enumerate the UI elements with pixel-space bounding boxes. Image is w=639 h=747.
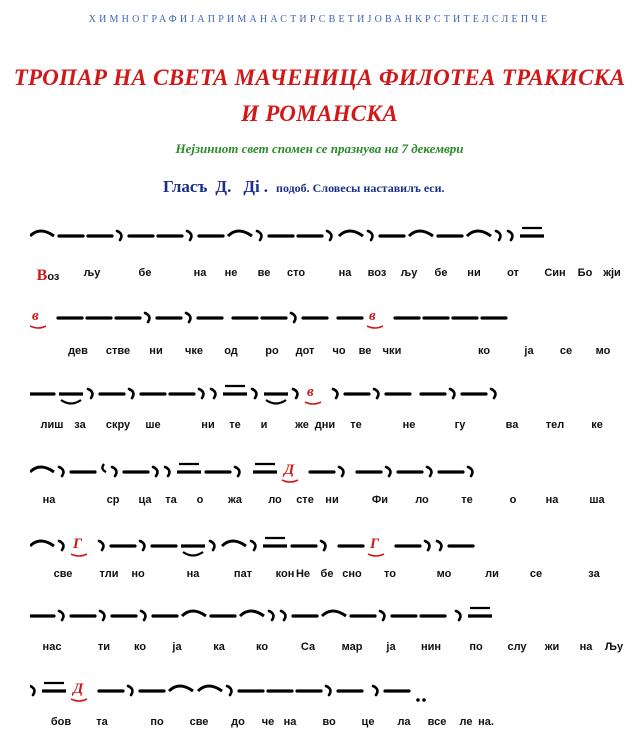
neume-glyph [496,231,500,240]
svg-text:в: в [307,384,314,400]
feast-date-subtitle: Нејзиниот свет спомен се празнува на 7 декември [175,141,464,156]
lyric-syllable: бе [320,568,334,580]
lyric-syllable: сно [342,568,362,580]
neume-glyph [427,467,431,476]
svg-text:Д: Д [73,681,84,697]
lyric-line-3 [0,419,639,437]
neume-glyph [222,541,246,546]
tone-label: Гласъ [163,177,208,196]
neume-glyph [251,541,255,550]
lyric-syllable: це [361,716,375,728]
neume-glyph [88,389,92,398]
lyric-syllable: Бо [577,267,593,279]
lyric-syllable: не [224,267,238,279]
lyric-line-7 [0,716,639,734]
neume-glyph [71,681,87,701]
lyric-syllable: жји [603,267,621,279]
neume-glyph [99,541,103,550]
lyric-syllable: ни [149,345,163,357]
lyric-syllable: че [261,716,275,728]
lyric-syllable: от [507,267,519,279]
neume-glyph [252,389,256,398]
lyric-syllable: све [189,716,209,728]
neume-glyph [223,386,247,394]
neume-glyph [253,464,277,472]
lyric-syllable: на [545,494,559,506]
neume-glyph [177,464,201,472]
neume-glyph [467,231,491,236]
neume-staff-4 [30,446,615,490]
lyric-syllable: Воз [36,267,60,284]
neume-glyph [326,686,330,695]
neume-glyph [199,389,203,398]
lyric-syllable: ни [201,419,215,431]
neume-staff-5 [30,520,615,564]
neume-glyph [141,611,145,620]
neume-staff-2 [30,292,615,336]
lyric-syllable: ло [415,494,429,506]
lyric-syllable: кон [275,568,295,580]
neume-glyph [305,384,321,404]
neume-glyph [100,611,104,620]
neume-glyph [520,228,544,236]
lyric-syllable: Син [544,267,566,279]
neume-glyph [240,611,264,616]
neume-glyph [30,541,54,546]
lyric-syllable: ле [459,716,473,728]
lyric-syllable: љу [83,267,101,279]
lyric-syllable: ко [133,641,147,653]
lyric-syllable: чке [184,345,204,357]
lyric-syllable: ли [485,568,499,580]
neume-glyph [264,394,288,404]
lyric-syllable: на. [478,716,494,728]
neume-glyph [282,462,298,482]
neume-line-4 [30,446,615,490]
neume-glyph [257,231,261,240]
lyric-syllable: но [131,568,145,580]
header-watermark: ХИМНОГРАФИЈАПРИМАНАСТИРСВЕТИЈОВАНКРСТИТЕЛСЛЕПЧЕ [88,14,551,25]
lyric-syllable: ни [325,494,339,506]
svg-text:Д: Д [284,462,295,478]
lyric-syllable: Не [295,568,311,580]
lyric-syllable: ке [591,419,603,431]
neume-glyph [456,611,460,620]
lyric-syllable: ве [358,345,372,357]
neume-glyph [373,686,377,695]
neume-glyph [333,389,337,398]
lyric-syllable: Љу [604,641,624,653]
page-title-line-1: ТРОПАР НА СВЕТА МАЧЕНИЦА ФИЛОТЕА ТРАКИСКА [13,65,626,90]
neume-glyph [321,541,325,550]
neume-glyph [386,467,390,476]
neume-glyph [450,389,454,398]
neume-glyph [71,536,87,556]
neume-glyph [30,686,34,695]
svg-text:в: в [32,308,39,324]
neume-glyph [491,389,495,398]
neume-staff-1 [30,210,615,254]
lyric-syllable: до [231,716,245,728]
lyric-syllable: чо [332,345,346,357]
lyric-syllable: дот [295,345,315,357]
lyric-syllable: Фи [371,494,389,506]
neume-glyph [102,464,106,472]
lyric-line-6 [0,641,639,659]
neume-glyph [508,231,512,240]
neume-glyph [374,389,378,398]
neume-glyph [322,611,346,616]
lyric-syllable: то [384,568,396,580]
lyric-syllable: се [559,345,573,357]
neume-glyph [186,313,190,322]
lyric-syllable: се [529,568,543,580]
neume-glyph [211,389,215,398]
svg-text:Г: Г [73,536,83,552]
lyric-syllable: љу [400,267,418,279]
lyric-syllable: бе [138,267,152,279]
lyric-syllable: ја [524,345,534,357]
page-title-line-2: И РОМАНСКА [241,101,398,126]
lyric-syllable: воз [367,267,387,279]
lyric-syllable: ро [265,345,279,357]
neume-glyph [182,611,206,616]
svg-text:в: в [369,308,376,324]
lyric-syllable: на [579,641,593,653]
lyric-syllable: мо [595,345,611,357]
lyric-syllable: бов [50,716,72,728]
neume-glyph [227,686,231,695]
lyric-line-4 [0,494,639,512]
neume-glyph [468,467,472,476]
lyric-syllable: о [509,494,517,506]
lyric-syllable: сто [286,267,306,279]
neume-line-3 [30,368,615,412]
neume-glyph [187,231,191,240]
neume-glyph [153,467,157,476]
lyric-syllable: все [427,716,447,728]
lyric-syllable: ло [268,494,282,506]
neume-glyph [339,231,363,236]
lyric-syllable: на [193,267,207,279]
lyric-syllable: тли [99,568,119,580]
lyric-syllable: по [469,641,483,653]
lyric-syllable: ве [257,267,271,279]
lyric-syllable: те [461,494,473,506]
neume-line-7 [30,665,615,709]
neume-glyph [409,231,433,236]
neume-glyph [327,231,331,240]
neume-glyph [425,541,429,550]
lyric-syllable: жа [227,494,243,506]
lyric-syllable: во [322,716,336,728]
tone-pitch: Ді [243,177,260,196]
lyric-syllable: же [295,419,309,431]
neume-line-6 [30,590,615,634]
lyric-syllable: и [260,419,268,431]
lyric-syllable: ла [397,716,411,728]
lyric-syllable: на [186,568,200,580]
lyric-syllable: тел [545,419,565,431]
neume-glyph [339,467,343,476]
neume-glyph [59,541,63,550]
lyric-syllable: за [588,568,600,580]
lyric-syllable: та [96,716,108,728]
lyric-syllable: пат [233,568,253,580]
lyric-syllable: нин [420,641,442,653]
tone-mode: Д. [215,177,232,196]
lyric-syllable: на [283,716,297,728]
neume-glyph [112,467,116,476]
neume-glyph [293,389,297,398]
lyric-syllable: ва [505,419,519,431]
neume-glyph [117,231,121,240]
tone-model-melody: подоб. Словесы наставилъ еси. [276,181,445,195]
lyric-syllable: та [165,494,177,506]
neume-glyph [235,467,239,476]
neume-glyph [281,611,285,620]
neume-glyph [291,313,295,322]
lyric-syllable: скру [105,419,131,431]
lyric-syllable: жи [544,641,560,653]
lyric-syllable: за [74,419,86,431]
lyric-syllable: све [53,568,73,580]
neume-glyph [30,308,46,328]
neume-staff-6 [30,590,615,634]
lyric-line-5 [0,568,639,586]
lyric-syllable: ше [145,419,161,431]
lyric-syllable: ти [97,641,111,653]
lyric-syllable: гу [454,419,466,431]
neume-glyph [210,541,214,550]
neume-glyph [42,683,66,691]
neume-glyph [129,389,133,398]
neume-glyph [181,546,205,556]
lyric-syllable: те [229,419,241,431]
neume-line-1 [30,210,615,254]
lyric-line-2 [0,345,639,363]
lyric-syllable: нас [42,641,62,653]
neume-glyph [30,231,54,236]
neume-glyph [437,541,441,550]
lyric-syllable: Са [300,641,316,653]
neume-glyph [165,467,169,476]
neume-glyph [468,608,492,616]
neume-glyph [368,536,384,556]
lyric-syllable: ко [477,345,491,357]
lyric-syllable: дни [314,419,336,431]
neume-glyph [30,467,54,472]
neume-glyph [380,611,384,620]
tone-separator: . [263,177,269,196]
lyric-syllable: не [402,419,416,431]
lyric-syllable: на [338,267,352,279]
neume-glyph [269,611,273,620]
lyric-syllable: ср [106,494,120,506]
neume-glyph [145,313,149,322]
lyric-syllable: о [196,494,204,506]
neume-glyph [416,698,426,702]
initial-letter: В [36,267,48,284]
lyric-syllable: ца [138,494,152,506]
lyric-syllable: ша [589,494,605,506]
lyric-syllable: по [150,716,164,728]
lyric-syllable: мар [341,641,363,653]
lyric-syllable: ја [172,641,182,653]
tone-indicator [163,177,583,197]
lyric-syllable: мо [436,568,452,580]
lyric-syllable: чки [382,345,402,357]
lyric-syllable: дев [68,345,88,357]
neume-line-5 [30,520,615,564]
neume-staff-3 [30,368,615,412]
neume-glyph [169,686,193,691]
neume-glyph [59,467,63,476]
neume-glyph [263,538,287,546]
svg-text:Г: Г [370,536,380,552]
lyric-syllable: ни [467,267,481,279]
neume-glyph [128,686,132,695]
lyric-syllable: ко [255,641,269,653]
lyric-syllable: на [42,494,56,506]
neume-glyph [228,231,252,236]
neume-glyph [59,394,83,404]
lyric-syllable: од [224,345,238,357]
neume-glyph [367,308,383,328]
lyric-syllable: лиш [40,419,64,431]
neume-glyph [198,686,222,691]
lyric-syllable: бе [434,267,448,279]
lyric-line-1 [0,267,639,285]
neume-glyph [140,541,144,550]
lyric-syllable: сте [296,494,314,506]
lyric-syllable: ја [386,641,396,653]
lyric-syllable: те [350,419,362,431]
lyric-syllable: слу [507,641,527,653]
neume-glyph [368,231,372,240]
neume-glyph [59,611,63,620]
lyric-syllable: стве [105,345,131,357]
neume-line-2 [30,292,615,336]
neume-staff-7 [30,665,615,709]
lyric-syllable: ка [213,641,225,653]
